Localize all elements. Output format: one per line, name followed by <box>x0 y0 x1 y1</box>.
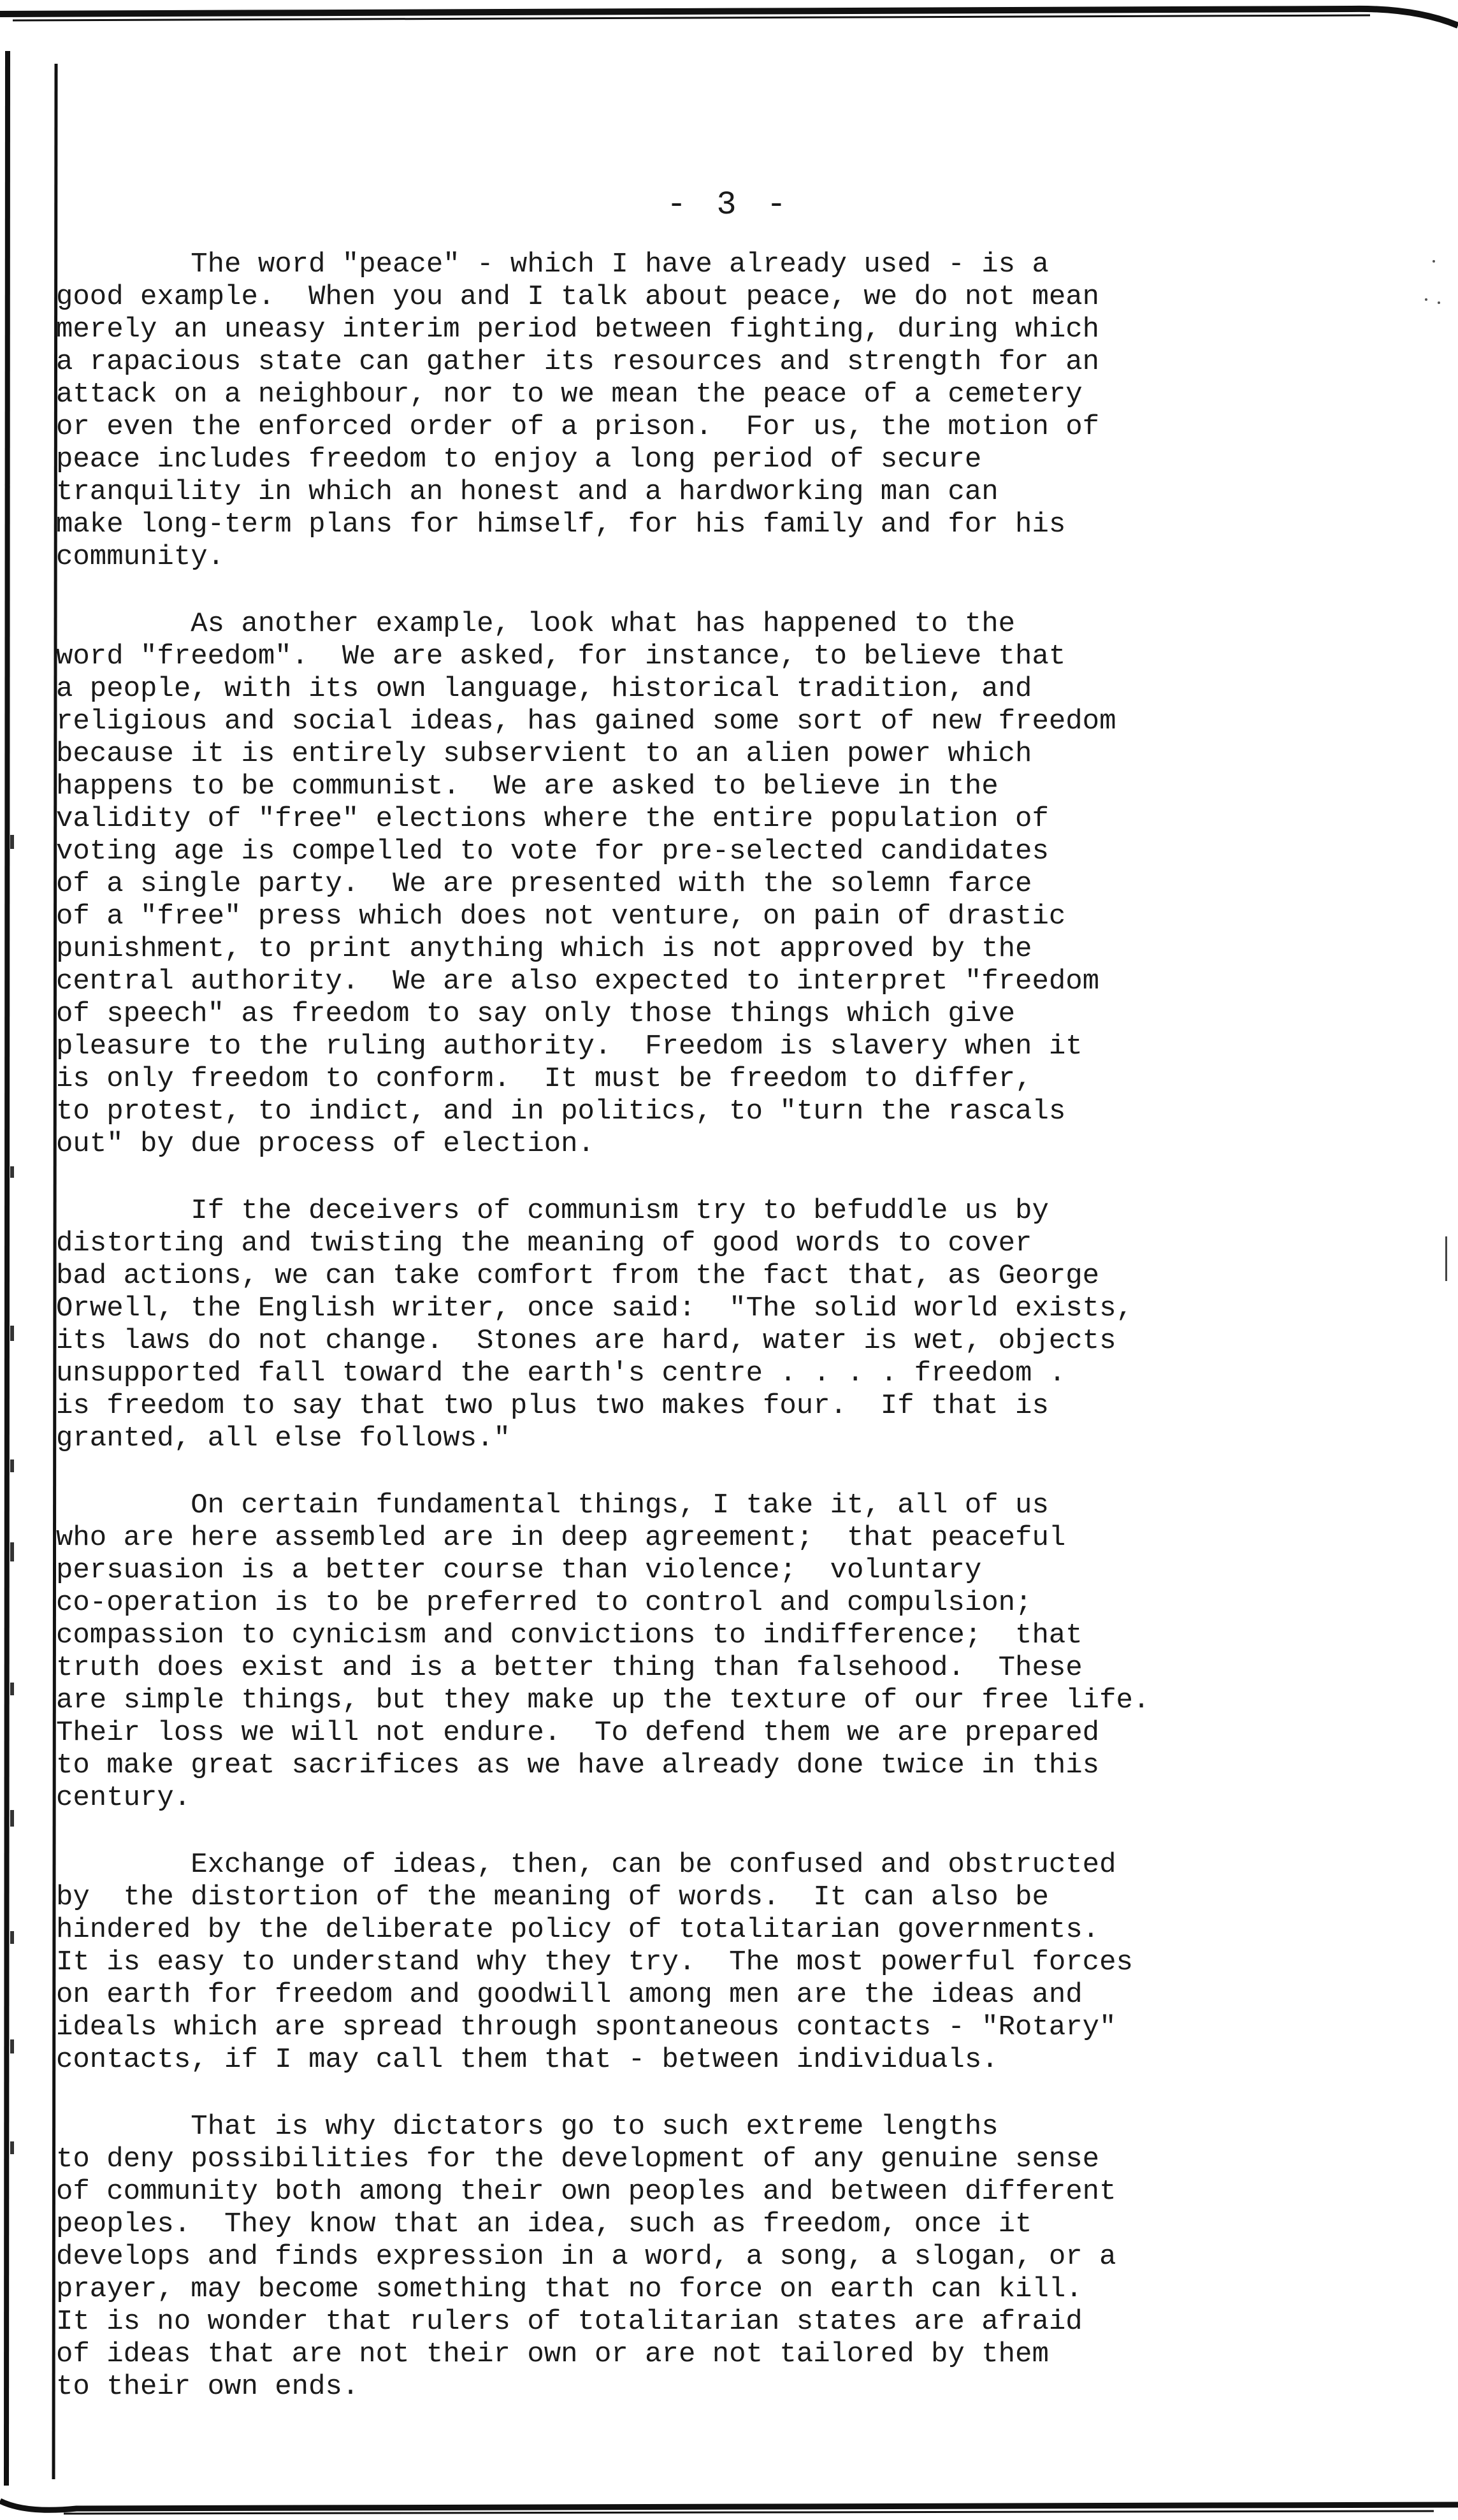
text-line: That is why dictators go to such extreme lengths <box>56 2111 999 2143</box>
text-line: On certain fundamental things, I take it, all of us <box>56 1489 1049 1521</box>
text-line: to make great sacrifices as we have already done twice in this <box>56 1749 1100 1781</box>
paragraph-dictators <box>56 2111 1394 2403</box>
text-line: attack on a neighbour, nor to we mean the peace of a cemetery <box>56 379 1083 410</box>
text-line: to deny possibilities for the development of any genuine sense <box>56 2143 1100 2175</box>
text-line: by the distortion of the meaning of words. It can also be <box>56 1881 1049 1913</box>
text-line: because it is entirely subservient to an alien power which <box>56 738 1032 770</box>
text-line: are simple things, but they make up the texture of our free life. <box>56 1684 1150 1716</box>
text-line: The word "peace" - which I have already used - is a <box>56 249 1049 280</box>
text-line: It is easy to understand why they try. The most powerful forces <box>56 1946 1133 1978</box>
text-line: persuasion is a better course than violence; voluntary <box>56 1554 982 1586</box>
text-line: who are here assembled are in deep agreement; that peaceful <box>56 1522 1066 1554</box>
text-line: tranquility in which an honest and a hardworking man can <box>56 476 999 508</box>
text-line: prayer, may become something that no force on earth can kill. <box>56 2273 1083 2305</box>
paragraph-orwell <box>56 1195 1394 1455</box>
text-line: good example. When you and I talk about peace, we do not mean <box>56 281 1100 313</box>
page-border-top <box>0 0 1458 38</box>
text-line: of community both among their own peoples and between different <box>56 2176 1116 2208</box>
text-line: make long-term plans for himself, for his family and for his <box>56 509 1066 540</box>
text-line: validity of "free" elections where the entire population of <box>56 803 1049 835</box>
text-line: bad actions, we can take comfort from the fact that, as George <box>56 1260 1100 1292</box>
paragraph-exchange-of-ideas <box>56 1849 1394 2076</box>
text-line: distorting and twisting the meaning of good words to cover <box>56 1227 1032 1259</box>
text-line: Exchange of ideas, then, can be confused and obstructed <box>56 1849 1116 1881</box>
text-line: granted, all else follows." <box>56 1423 510 1454</box>
text-line: religious and social ideas, has gained some sort of new freedom <box>56 706 1116 737</box>
text-line: co-operation is to be preferred to control and compulsion; <box>56 1587 1032 1619</box>
page-border-bottom <box>0 2482 1458 2520</box>
paragraph-freedom <box>56 608 1394 1161</box>
text-line: hindered by the deliberate policy of totalitarian governments. <box>56 1914 1100 1946</box>
text-line: is freedom to say that two plus two makes four. If that is <box>56 1390 1049 1422</box>
text-line: of ideas that are not their own or are not tailored by them <box>56 2338 1049 2370</box>
text-line: century. <box>56 1782 191 1814</box>
text-line: If the deceivers of communism try to befuddle us by <box>56 1195 1049 1227</box>
text-line: word "freedom". We are asked, for instance, to believe that <box>56 641 1066 672</box>
text-line: It is no wonder that rulers of totalitarian states are afraid <box>56 2306 1083 2338</box>
text-line: unsupported fall toward the earth's centre . . . . freedom . <box>56 1358 1066 1389</box>
document-body <box>56 249 1394 2438</box>
text-line: peace includes freedom to enjoy a long period of secure <box>56 444 982 475</box>
text-line: is only freedom to conform. It must be freedom to differ, <box>56 1063 1032 1095</box>
text-line: merely an uneasy interim period between fighting, during which <box>56 314 1100 345</box>
text-line: to protest, to indict, and in politics, to "turn the rascals <box>56 1096 1066 1127</box>
text-line: of speech" as freedom to say only those things which give <box>56 998 1016 1030</box>
text-line: Orwell, the English writer, once said: "The solid world exists, <box>56 1293 1133 1324</box>
text-line: on earth for freedom and goodwill among men are the ideas and <box>56 1979 1083 2011</box>
text-line: a people, with its own language, historical tradition, and <box>56 673 1032 705</box>
text-line: compassion to cynicism and convictions to indifference; that <box>56 1619 1083 1651</box>
text-line: to their own ends. <box>56 2371 359 2403</box>
text-line: As another example, look what has happened to the <box>56 608 1016 640</box>
scan-specks <box>1401 191 1458 2103</box>
text-line: happens to be communist. We are asked to believe in the <box>56 771 999 802</box>
text-line: its laws do not change. Stones are hard, water is wet, objects <box>56 1325 1116 1357</box>
text-line: of a single party. We are presented with the solemn farce <box>56 868 1032 900</box>
paragraph-agreement <box>56 1489 1394 1814</box>
text-line: out" by due process of election. <box>56 1128 595 1160</box>
text-line: or even the enforced order of a prison. For us, the motion of <box>56 411 1100 443</box>
paragraph-peace <box>56 249 1394 574</box>
text-line: peoples. They know that an idea, such as freedom, once it <box>56 2208 1032 2240</box>
text-line: truth does exist and is a better thing than falsehood. These <box>56 1652 1083 1684</box>
text-line: a rapacious state can gather its resources and strength for an <box>56 346 1100 378</box>
text-line: voting age is compelled to vote for pre-selected candidates <box>56 836 1049 867</box>
text-line: of a "free" press which does not venture, on pain of drastic <box>56 901 1066 932</box>
text-line: punishment, to print anything which is not approved by the <box>56 933 1032 965</box>
text-line: pleasure to the ruling authority. Freedom is slavery when it <box>56 1031 1083 1062</box>
text-line: contacts, if I may call them that - between individuals. <box>56 2044 999 2076</box>
text-line: ideals which are spread through spontaneous contacts - "Rotary" <box>56 2011 1116 2043</box>
page-number: - 3 - <box>666 186 792 224</box>
text-line: central authority. We are also expected to interpret "freedom <box>56 966 1100 997</box>
text-line: develops and finds expression in a word, a song, a slogan, or a <box>56 2241 1116 2273</box>
text-line: Their loss we will not endure. To defend them we are prepared <box>56 1717 1100 1749</box>
text-line: community. <box>56 541 225 573</box>
